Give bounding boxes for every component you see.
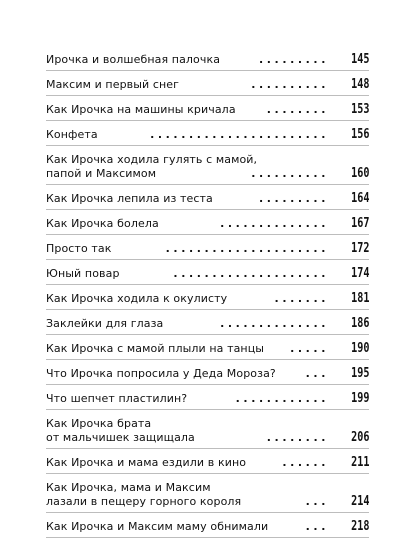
toc-leader-dots: .......................: [150, 128, 329, 141]
toc-leader-dots: ..........: [251, 167, 329, 180]
toc-entry: [46, 121, 369, 146]
toc-leader-dots: ..........: [251, 78, 329, 91]
toc-entry-title-line: Просто так: [46, 242, 112, 255]
toc-leader-dots: .......: [274, 292, 329, 305]
toc-entry-title-line: Конфета: [46, 128, 98, 141]
toc-entry: [46, 513, 369, 538]
toc-page-number: 160: [350, 166, 369, 181]
toc-entry-title-line: Как Ирочка ходила гулять с мамой,: [46, 153, 258, 166]
toc-entry-title-line: Как Ирочка ходила к окулисту: [46, 292, 228, 305]
toc-page-number: 181: [350, 291, 369, 306]
toc-leader-dots: .....: [290, 342, 329, 355]
toc-page-number: 199: [350, 391, 369, 406]
toc-page-number: 186: [350, 316, 369, 331]
toc-entry: [46, 474, 369, 513]
toc-page-number: 195: [350, 366, 369, 381]
toc-page-number: 164: [350, 191, 369, 206]
table-of-contents: [46, 46, 369, 538]
toc-entry-title-line: Максим и первый снег: [46, 78, 180, 91]
toc-entry-title-line: Ирочка и волшебная палочка: [46, 53, 221, 66]
toc-leader-dots: .........: [258, 53, 329, 66]
toc-leader-dots: ..............: [220, 317, 329, 330]
toc-entry: [46, 96, 369, 121]
toc-entry-title-line: Как Ирочка лепила из теста: [46, 192, 213, 205]
toc-entry: [46, 46, 369, 71]
toc-entry: [46, 71, 369, 96]
toc-leader-dots: .........: [258, 192, 329, 205]
toc-page-number: 218: [350, 519, 369, 534]
toc-entry: [46, 310, 369, 335]
toc-leader-dots: .....................: [165, 242, 329, 255]
toc-page-number: 190: [350, 341, 369, 356]
toc-entry: [46, 146, 369, 185]
toc-page-number: 174: [350, 266, 369, 281]
toc-entry-title-line: Как Ирочка на машины кричала: [46, 103, 236, 116]
toc-leader-dots: ...: [305, 520, 329, 533]
toc-page-number: 156: [350, 127, 369, 142]
toc-entry: [46, 235, 369, 260]
toc-entry-title-line: Что шепчет пластилин?: [46, 392, 188, 405]
toc-entry-title-line: Как Ирочка болела: [46, 217, 159, 230]
toc-entry-title-line: Как Ирочка, мама и Максим: [46, 481, 211, 494]
toc-entry-title-line: Как Ирочка с мамой плыли на танцы: [46, 342, 265, 355]
toc-entry: [46, 185, 369, 210]
toc-leader-dots: ......: [282, 456, 329, 469]
toc-leader-dots: ........: [266, 431, 329, 444]
toc-leader-dots: ....................: [173, 267, 329, 280]
toc-entry-title-line: Заклейки для глаза: [46, 317, 164, 330]
toc-leader-dots: ..............: [220, 217, 329, 230]
toc-entry-title-line: Юный повар: [46, 267, 120, 280]
toc-page-number: 167: [350, 216, 369, 231]
toc-entry-title-line: лазали в пещеру горного короля: [46, 495, 242, 508]
toc-leader-dots: ...: [305, 367, 329, 380]
toc-leader-dots: ............: [235, 392, 329, 405]
toc-entry: [46, 210, 369, 235]
toc-leader-dots: ...: [305, 495, 329, 508]
toc-entry: [46, 335, 369, 360]
toc-entry: [46, 360, 369, 385]
toc-page-number: 153: [350, 102, 369, 117]
toc-entry-title-line: Как Ирочка и мама ездили в кино: [46, 456, 247, 469]
toc-page-number: 148: [350, 77, 369, 92]
toc-leader-dots: ........: [266, 103, 329, 116]
toc-entry-title-line: от мальчишек защищала: [46, 431, 195, 444]
toc-page-number: 145: [350, 52, 369, 67]
toc-entry-title-line: Как Ирочка брата: [46, 417, 152, 430]
toc-page-number: 172: [350, 241, 369, 256]
toc-entry: [46, 449, 369, 474]
toc-entry-title-line: Как Ирочка и Максим маму обнимали: [46, 520, 269, 533]
toc-entry-title-line: папой и Максимом: [46, 167, 157, 180]
toc-entry-title-line: Что Ирочка попросила у Деда Мороза?: [46, 367, 276, 380]
toc-page-number: 214: [350, 494, 369, 509]
toc-page-number: 206: [350, 430, 369, 445]
toc-page-number: 211: [350, 455, 369, 470]
toc-entry: [46, 285, 369, 310]
toc-entry: [46, 410, 369, 449]
toc-entry: [46, 260, 369, 285]
toc-entry: [46, 385, 369, 410]
